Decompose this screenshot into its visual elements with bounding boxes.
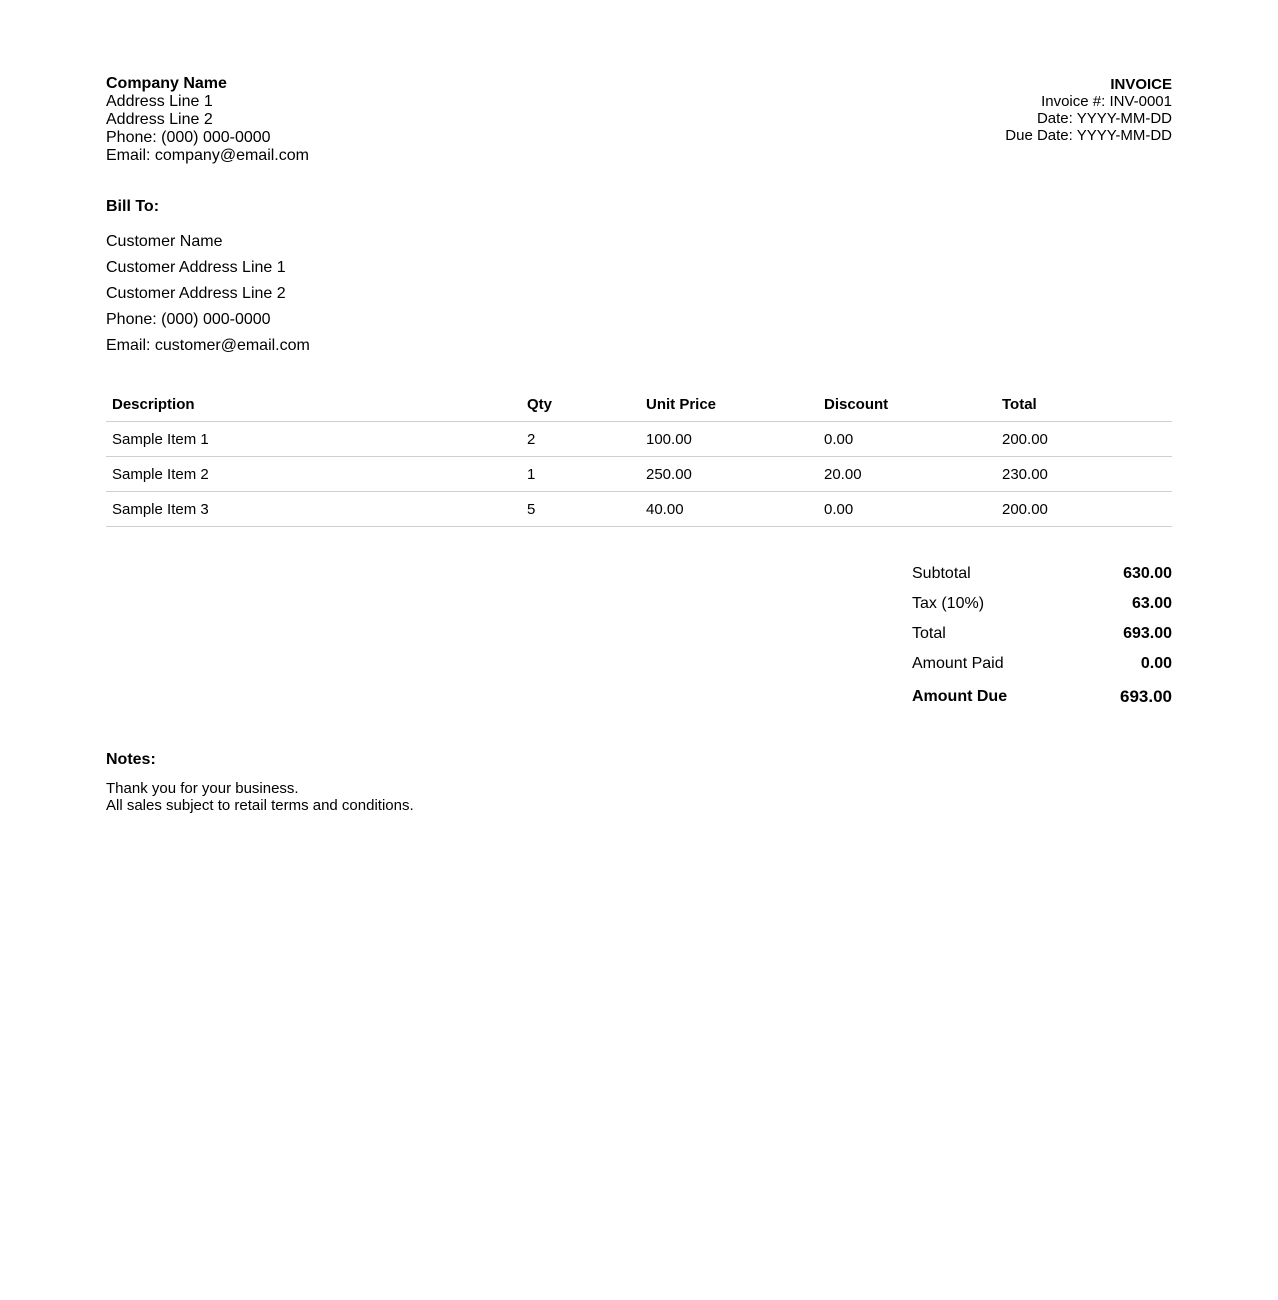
amount-due-row xyxy=(912,679,1172,715)
notes-line1: Thank you for your business. xyxy=(106,780,299,797)
notes-heading: Notes: xyxy=(106,751,156,768)
table-row xyxy=(106,422,1172,457)
notes-line2: All sales subject to retail terms and conditions. xyxy=(106,797,414,814)
cell-total: 230.00 xyxy=(996,457,1172,492)
total-value: 693.00 xyxy=(1123,625,1172,642)
table-header-row xyxy=(106,388,1172,422)
customer-address-line2: Customer Address Line 2 xyxy=(106,285,286,302)
cell-total: 200.00 xyxy=(996,422,1172,457)
header-qty: Qty xyxy=(521,388,640,422)
cell-discount: 0.00 xyxy=(818,492,996,527)
notes-block xyxy=(106,780,414,814)
amount-due-label: Amount Due xyxy=(912,688,1008,705)
cell-qty: 1 xyxy=(521,457,640,492)
tax-value: 63.00 xyxy=(1131,595,1172,612)
cell-qty: 2 xyxy=(521,422,640,457)
bill-to-heading: Bill To: xyxy=(106,198,160,215)
subtotal-value: 630.00 xyxy=(1123,565,1172,582)
company-block xyxy=(106,75,309,165)
header-unit-price: Unit Price xyxy=(640,388,818,422)
invoice-meta-block xyxy=(1005,76,1172,144)
cell-unit-price: 100.00 xyxy=(640,422,818,457)
cell-description: Sample Item 3 xyxy=(106,492,521,527)
invoice-date: Date: YYYY-MM-DD xyxy=(1036,110,1172,127)
header-total: Total xyxy=(996,388,1172,422)
table-row xyxy=(106,492,1172,527)
cell-unit-price: 40.00 xyxy=(640,492,818,527)
subtotal-row xyxy=(912,559,1172,589)
tax-row xyxy=(912,589,1172,619)
customer-name: Customer Name xyxy=(106,233,223,250)
cell-discount: 20.00 xyxy=(818,457,996,492)
cell-description: Sample Item 1 xyxy=(106,422,521,457)
line-items-table xyxy=(106,388,1172,527)
amount-paid-value: 0.00 xyxy=(1140,655,1172,672)
company-name: Company Name xyxy=(106,75,227,92)
cell-description: Sample Item 2 xyxy=(106,457,521,492)
tax-label: Tax (10%) xyxy=(912,595,985,612)
total-row xyxy=(912,619,1172,649)
amount-paid-label: Amount Paid xyxy=(912,655,1004,672)
company-phone: Phone: (000) 000-0000 xyxy=(106,129,271,146)
amount-paid-row xyxy=(912,649,1172,679)
cell-unit-price: 250.00 xyxy=(640,457,818,492)
table-row xyxy=(106,457,1172,492)
invoice-title: INVOICE xyxy=(1110,76,1172,93)
invoice-due-date: Due Date: YYYY-MM-DD xyxy=(1005,127,1172,144)
customer-phone: Phone: (000) 000-0000 xyxy=(106,311,271,328)
cell-discount: 0.00 xyxy=(818,422,996,457)
invoice-number: Invoice #: INV-0001 xyxy=(1041,93,1172,110)
company-email: Email: company@email.com xyxy=(106,147,309,164)
company-address-line2: Address Line 2 xyxy=(106,111,213,128)
bill-to-block xyxy=(106,229,310,359)
header-description: Description xyxy=(106,388,521,422)
company-address-line1: Address Line 1 xyxy=(106,93,213,110)
amount-due-value: 693.00 xyxy=(1120,687,1172,706)
subtotal-label: Subtotal xyxy=(912,565,971,582)
customer-address-line1: Customer Address Line 1 xyxy=(106,259,286,276)
total-label: Total xyxy=(912,625,946,642)
totals-block xyxy=(912,559,1172,715)
customer-email: Email: customer@email.com xyxy=(106,337,310,354)
header-discount: Discount xyxy=(818,388,996,422)
cell-total: 200.00 xyxy=(996,492,1172,527)
cell-qty: 5 xyxy=(521,492,640,527)
